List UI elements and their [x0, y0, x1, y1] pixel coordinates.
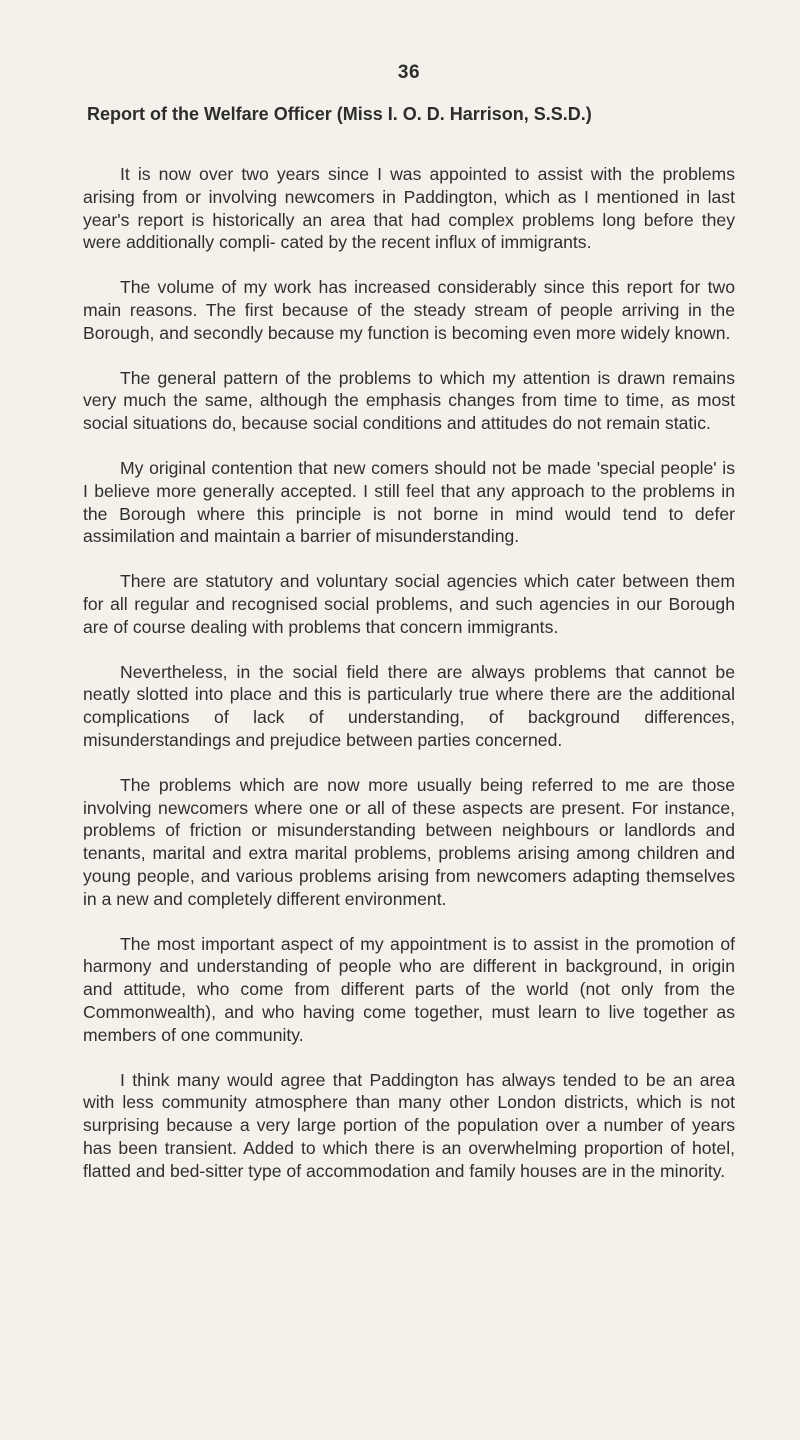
- paragraph-4: My original contention that new comers should not be made 'special people' is I believe more generally accepted. I still feel that any approach to the problems in the Borough where this principle is not borne in mind would tend to defer assimilation and maintain a barrier of misunderstanding.: [83, 457, 735, 547]
- paragraph-7: The problems which are now more usually being referred to me are those involving newcomers where one or all of these aspects are present. For instance, problems of friction or misunderstanding between neighbours or landlords and tenants, marital and extra marital problems, problems arising among children and young people, and various problems arising from newcomers adapting themselves in a new and completely different environment.: [83, 774, 735, 909]
- paragraph-1: It is now over two years since I was appointed to assist with the problems arising from or involving newcomers in Paddington, which as I mentioned in last year's report is historically an area that had complex problems long before they were additionally compli- cated by the recent influx of immigrants.: [83, 164, 735, 253]
- paragraph-5: There are statutory and voluntary social agencies which cater between them for all regular and recognised social problems, and such agencies in our Borough are of course dealing with problems that concern immigrants.: [83, 571, 735, 637]
- paragraph-8: The most important aspect of my appointment is to assist in the promotion of harmony and understanding of people who are different in background, in origin and attitude, who come from different parts of the world (not only from the Commonwealth), and who having come together, must learn to live together as members of one community.: [83, 933, 735, 1045]
- paragraph-2: The volume of my work has increased considerably since this report for two main reasons. The first because of the steady stream of people arriving in the Borough, and secondly because my function is becoming even more widely known.: [83, 277, 735, 343]
- page-number: 36: [397, 62, 421, 83]
- document-page: [83, 62, 735, 1204]
- report-title: Report of the Welfare Officer (Miss I. O. D. Harrison, S.S.D.): [87, 104, 592, 124]
- paragraph-3: The general pattern of the problems to which my attention is drawn remains very much the same, although the emphasis changes from time to time, as most social situations do, because social conditions and attitudes do not remain static.: [83, 367, 735, 434]
- paragraph-9: I think many would agree that Paddington has always tended to be an area with less community atmosphere than many other London districts, which is not surprising because a very large portion of the population over a number of years has been transient. Added to which there is an overwhelming proportion of hotel, flatted and bed-sitter type of accommodation and family houses are in the minority.: [83, 1069, 735, 1181]
- paragraph-6: Nevertheless, in the social field there are always problems that cannot be neatly slotted into place and this is particularly true where there are the additional complications of lack of understanding, of background differences, misunderstandings and prejudice between parties concerned.: [83, 661, 735, 750]
